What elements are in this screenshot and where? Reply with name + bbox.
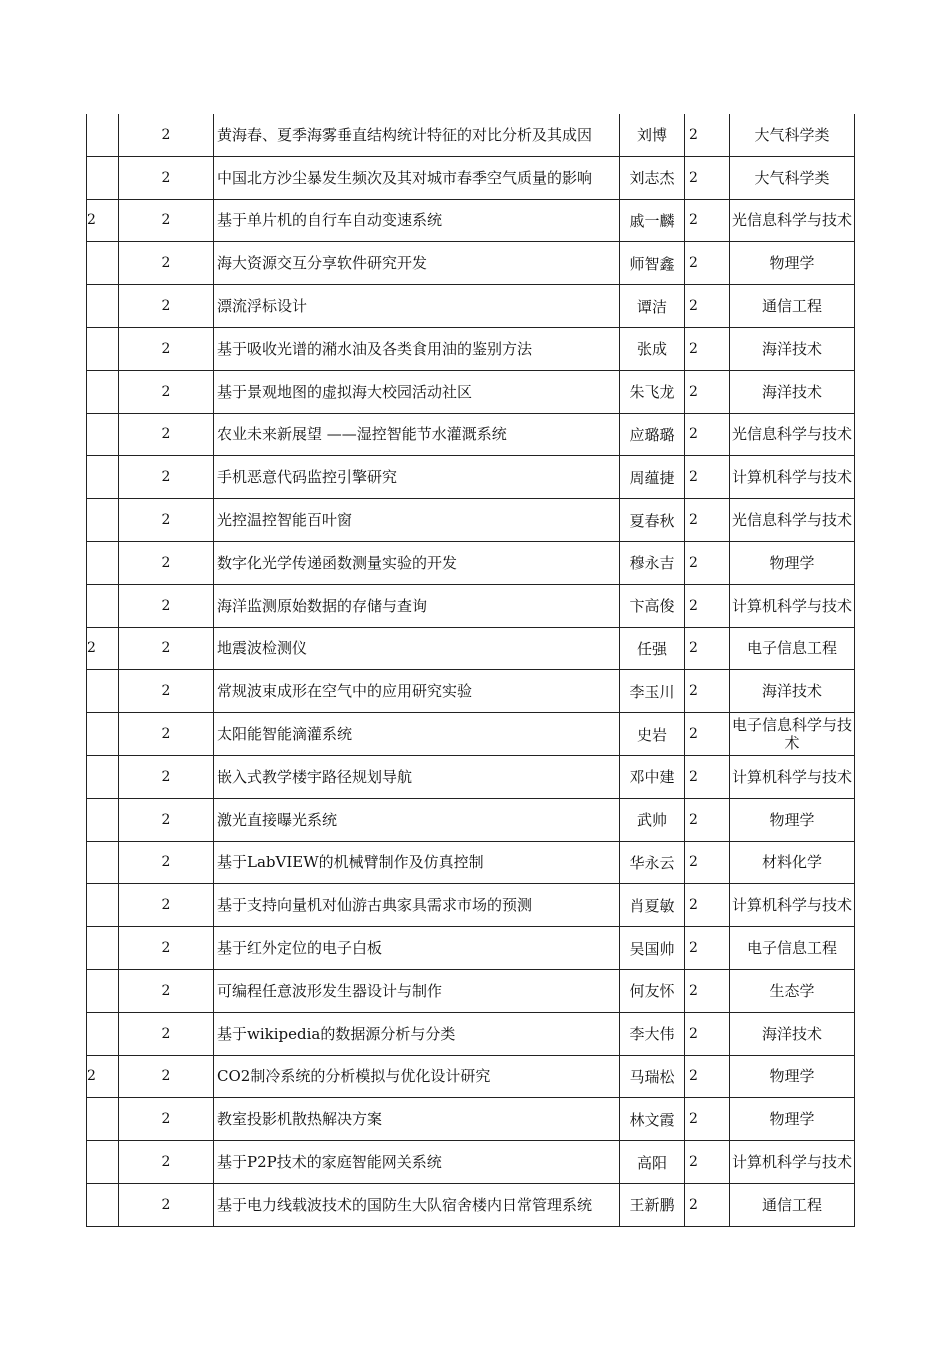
number-cell: 2 — [685, 798, 730, 841]
count-cell: 2 — [119, 627, 214, 670]
leader-name-cell: 刘志杰 — [620, 156, 685, 199]
table-row — [87, 156, 855, 199]
leader-name-cell: 任强 — [620, 627, 685, 670]
count-cell: 2 — [119, 499, 214, 542]
table-body — [87, 114, 855, 1226]
row-marker-cell — [87, 370, 119, 413]
number-cell: 2 — [685, 370, 730, 413]
major-cell: 计算机科学与技术 — [730, 1141, 855, 1184]
project-title-cell: 基于吸收光谱的潲水油及各类食用油的鉴别方法 — [214, 327, 620, 370]
leader-name-cell: 王新鹏 — [620, 1183, 685, 1226]
leader-name-cell: 李大伟 — [620, 1012, 685, 1055]
table-row — [87, 327, 855, 370]
number-cell: 2 — [685, 755, 730, 798]
project-title-cell: 基于电力线载波技术的国防生大队宿舍楼内日常管理系统 — [214, 1183, 620, 1226]
table-row — [87, 927, 855, 970]
row-marker-cell — [87, 670, 119, 713]
project-table — [86, 114, 855, 1227]
table-row — [87, 541, 855, 584]
major-cell: 电子信息工程 — [730, 927, 855, 970]
row-marker-cell — [87, 1012, 119, 1055]
row-marker-cell — [87, 1141, 119, 1184]
major-cell: 物理学 — [730, 242, 855, 285]
table-row — [87, 841, 855, 884]
major-cell: 海洋技术 — [730, 370, 855, 413]
number-cell: 2 — [685, 541, 730, 584]
count-cell: 2 — [119, 798, 214, 841]
row-marker-cell — [87, 927, 119, 970]
major-cell: 计算机科学与技术 — [730, 884, 855, 927]
major-cell: 光信息科学与技术 — [730, 413, 855, 456]
table-row — [87, 1141, 855, 1184]
row-marker-cell — [87, 499, 119, 542]
project-title-cell: 数字化光学传递函数测量实验的开发 — [214, 541, 620, 584]
major-cell: 电子信息科学与技术 — [730, 713, 855, 756]
project-title-cell: 漂流浮标设计 — [214, 285, 620, 328]
project-title-cell: 常规波束成形在空气中的应用研究实验 — [214, 670, 620, 713]
leader-name-cell: 夏春秋 — [620, 499, 685, 542]
table-row — [87, 584, 855, 627]
major-cell: 材料化学 — [730, 841, 855, 884]
table-row — [87, 755, 855, 798]
number-cell: 2 — [685, 242, 730, 285]
major-cell: 通信工程 — [730, 1183, 855, 1226]
table-row — [87, 285, 855, 328]
number-cell: 2 — [685, 285, 730, 328]
row-marker-cell — [87, 242, 119, 285]
count-cell: 2 — [119, 1055, 214, 1098]
project-title-cell: 太阳能智能滴灌系统 — [214, 713, 620, 756]
leader-name-cell: 马瑞松 — [620, 1055, 685, 1098]
project-title-cell: 地震波检测仪 — [214, 627, 620, 670]
leader-name-cell: 师智鑫 — [620, 242, 685, 285]
row-marker-cell: 2 — [87, 199, 119, 242]
count-cell: 2 — [119, 841, 214, 884]
project-title-cell: 手机恶意代码监控引擎研究 — [214, 456, 620, 499]
count-cell: 2 — [119, 584, 214, 627]
number-cell: 2 — [685, 156, 730, 199]
project-title-cell: 教室投影机散热解决方案 — [214, 1098, 620, 1141]
row-marker-cell — [87, 841, 119, 884]
number-cell: 2 — [685, 584, 730, 627]
count-cell: 2 — [119, 1183, 214, 1226]
row-marker-cell — [87, 1098, 119, 1141]
number-cell: 2 — [685, 413, 730, 456]
major-cell: 大气科学类 — [730, 156, 855, 199]
table-row — [87, 713, 855, 756]
table-row — [87, 456, 855, 499]
count-cell: 2 — [119, 713, 214, 756]
project-title-cell: 中国北方沙尘暴发生频次及其对城市春季空气质量的影响 — [214, 156, 620, 199]
leader-name-cell: 谭洁 — [620, 285, 685, 328]
project-title-cell: 基于wikipedia的数据源分析与分类 — [214, 1012, 620, 1055]
leader-name-cell: 穆永吉 — [620, 541, 685, 584]
row-marker-cell — [87, 541, 119, 584]
count-cell: 2 — [119, 1141, 214, 1184]
project-title-cell: 基于单片机的自行车自动变速系统 — [214, 199, 620, 242]
major-cell: 光信息科学与技术 — [730, 199, 855, 242]
count-cell: 2 — [119, 456, 214, 499]
project-title-cell: 海洋监测原始数据的存储与查询 — [214, 584, 620, 627]
number-cell: 2 — [685, 670, 730, 713]
number-cell: 2 — [685, 884, 730, 927]
project-title-cell: 黄海春、夏季海雾垂直结构统计特征的对比分析及其成因 — [214, 114, 620, 156]
major-cell: 海洋技术 — [730, 1012, 855, 1055]
row-marker-cell: 2 — [87, 1055, 119, 1098]
major-cell: 生态学 — [730, 969, 855, 1012]
table-row — [87, 199, 855, 242]
count-cell: 2 — [119, 114, 214, 156]
project-title-cell: 基于LabVIEW的机械臂制作及仿真控制 — [214, 841, 620, 884]
table-row — [87, 242, 855, 285]
leader-name-cell: 武帅 — [620, 798, 685, 841]
row-marker-cell — [87, 1183, 119, 1226]
table-row — [87, 1183, 855, 1226]
project-title-cell: 光控温控智能百叶窗 — [214, 499, 620, 542]
major-cell: 通信工程 — [730, 285, 855, 328]
table-row — [87, 670, 855, 713]
project-title-cell: 农业未来新展望 ——湿控智能节水灌溉系统 — [214, 413, 620, 456]
count-cell: 2 — [119, 327, 214, 370]
row-marker-cell — [87, 156, 119, 199]
table-row — [87, 884, 855, 927]
table-row — [87, 413, 855, 456]
number-cell: 2 — [685, 1012, 730, 1055]
count-cell: 2 — [119, 541, 214, 584]
project-title-cell: CO2制冷系统的分析模拟与优化设计研究 — [214, 1055, 620, 1098]
project-title-cell: 激光直接曝光系统 — [214, 798, 620, 841]
leader-name-cell: 肖夏敏 — [620, 884, 685, 927]
row-marker-cell: 2 — [87, 627, 119, 670]
major-cell: 计算机科学与技术 — [730, 584, 855, 627]
count-cell: 2 — [119, 156, 214, 199]
number-cell: 2 — [685, 1055, 730, 1098]
number-cell: 2 — [685, 713, 730, 756]
row-marker-cell — [87, 884, 119, 927]
major-cell: 海洋技术 — [730, 327, 855, 370]
major-cell: 海洋技术 — [730, 670, 855, 713]
project-title-cell: 基于景观地图的虚拟海大校园活动社区 — [214, 370, 620, 413]
major-cell: 物理学 — [730, 541, 855, 584]
leader-name-cell: 刘博 — [620, 114, 685, 156]
number-cell: 2 — [685, 969, 730, 1012]
leader-name-cell: 何友怀 — [620, 969, 685, 1012]
row-marker-cell — [87, 114, 119, 156]
table-row — [87, 1055, 855, 1098]
row-marker-cell — [87, 798, 119, 841]
number-cell: 2 — [685, 114, 730, 156]
number-cell: 2 — [685, 499, 730, 542]
number-cell: 2 — [685, 841, 730, 884]
leader-name-cell: 林文霞 — [620, 1098, 685, 1141]
major-cell: 大气科学类 — [730, 114, 855, 156]
leader-name-cell: 邓中建 — [620, 755, 685, 798]
count-cell: 2 — [119, 285, 214, 328]
project-title-cell: 嵌入式教学楼宇路径规划导航 — [214, 755, 620, 798]
count-cell: 2 — [119, 969, 214, 1012]
number-cell: 2 — [685, 1098, 730, 1141]
leader-name-cell: 应璐璐 — [620, 413, 685, 456]
table-row — [87, 499, 855, 542]
number-cell: 2 — [685, 327, 730, 370]
row-marker-cell — [87, 755, 119, 798]
major-cell: 光信息科学与技术 — [730, 499, 855, 542]
project-title-cell: 海大资源交互分享软件研究开发 — [214, 242, 620, 285]
major-cell: 计算机科学与技术 — [730, 456, 855, 499]
count-cell: 2 — [119, 413, 214, 456]
table-row — [87, 1012, 855, 1055]
table-row — [87, 627, 855, 670]
project-title-cell: 基于红外定位的电子白板 — [214, 927, 620, 970]
count-cell: 2 — [119, 242, 214, 285]
count-cell: 2 — [119, 1098, 214, 1141]
table-row — [87, 1098, 855, 1141]
number-cell: 2 — [685, 927, 730, 970]
row-marker-cell — [87, 969, 119, 1012]
count-cell: 2 — [119, 370, 214, 413]
leader-name-cell: 吴国帅 — [620, 927, 685, 970]
count-cell: 2 — [119, 670, 214, 713]
leader-name-cell: 华永云 — [620, 841, 685, 884]
leader-name-cell: 张成 — [620, 327, 685, 370]
leader-name-cell: 史岩 — [620, 713, 685, 756]
project-title-cell: 基于支持向量机对仙游古典家具需求市场的预测 — [214, 884, 620, 927]
row-marker-cell — [87, 584, 119, 627]
major-cell: 计算机科学与技术 — [730, 755, 855, 798]
number-cell: 2 — [685, 1183, 730, 1226]
row-marker-cell — [87, 285, 119, 328]
project-title-cell: 基于P2P技术的家庭智能网关系统 — [214, 1141, 620, 1184]
count-cell: 2 — [119, 199, 214, 242]
table-row — [87, 114, 855, 156]
table-row — [87, 969, 855, 1012]
leader-name-cell: 周蕴捷 — [620, 456, 685, 499]
row-marker-cell — [87, 456, 119, 499]
row-marker-cell — [87, 327, 119, 370]
number-cell: 2 — [685, 456, 730, 499]
count-cell: 2 — [119, 755, 214, 798]
table-row — [87, 798, 855, 841]
major-cell: 物理学 — [730, 1098, 855, 1141]
row-marker-cell — [87, 713, 119, 756]
project-title-cell: 可编程任意波形发生器设计与制作 — [214, 969, 620, 1012]
leader-name-cell: 戚一麟 — [620, 199, 685, 242]
leader-name-cell: 卞高俊 — [620, 584, 685, 627]
number-cell: 2 — [685, 199, 730, 242]
leader-name-cell: 李玉川 — [620, 670, 685, 713]
row-marker-cell — [87, 413, 119, 456]
major-cell: 物理学 — [730, 798, 855, 841]
major-cell: 物理学 — [730, 1055, 855, 1098]
number-cell: 2 — [685, 1141, 730, 1184]
count-cell: 2 — [119, 1012, 214, 1055]
number-cell: 2 — [685, 627, 730, 670]
leader-name-cell: 朱飞龙 — [620, 370, 685, 413]
count-cell: 2 — [119, 927, 214, 970]
major-cell: 电子信息工程 — [730, 627, 855, 670]
leader-name-cell: 高阳 — [620, 1141, 685, 1184]
count-cell: 2 — [119, 884, 214, 927]
table-row — [87, 370, 855, 413]
